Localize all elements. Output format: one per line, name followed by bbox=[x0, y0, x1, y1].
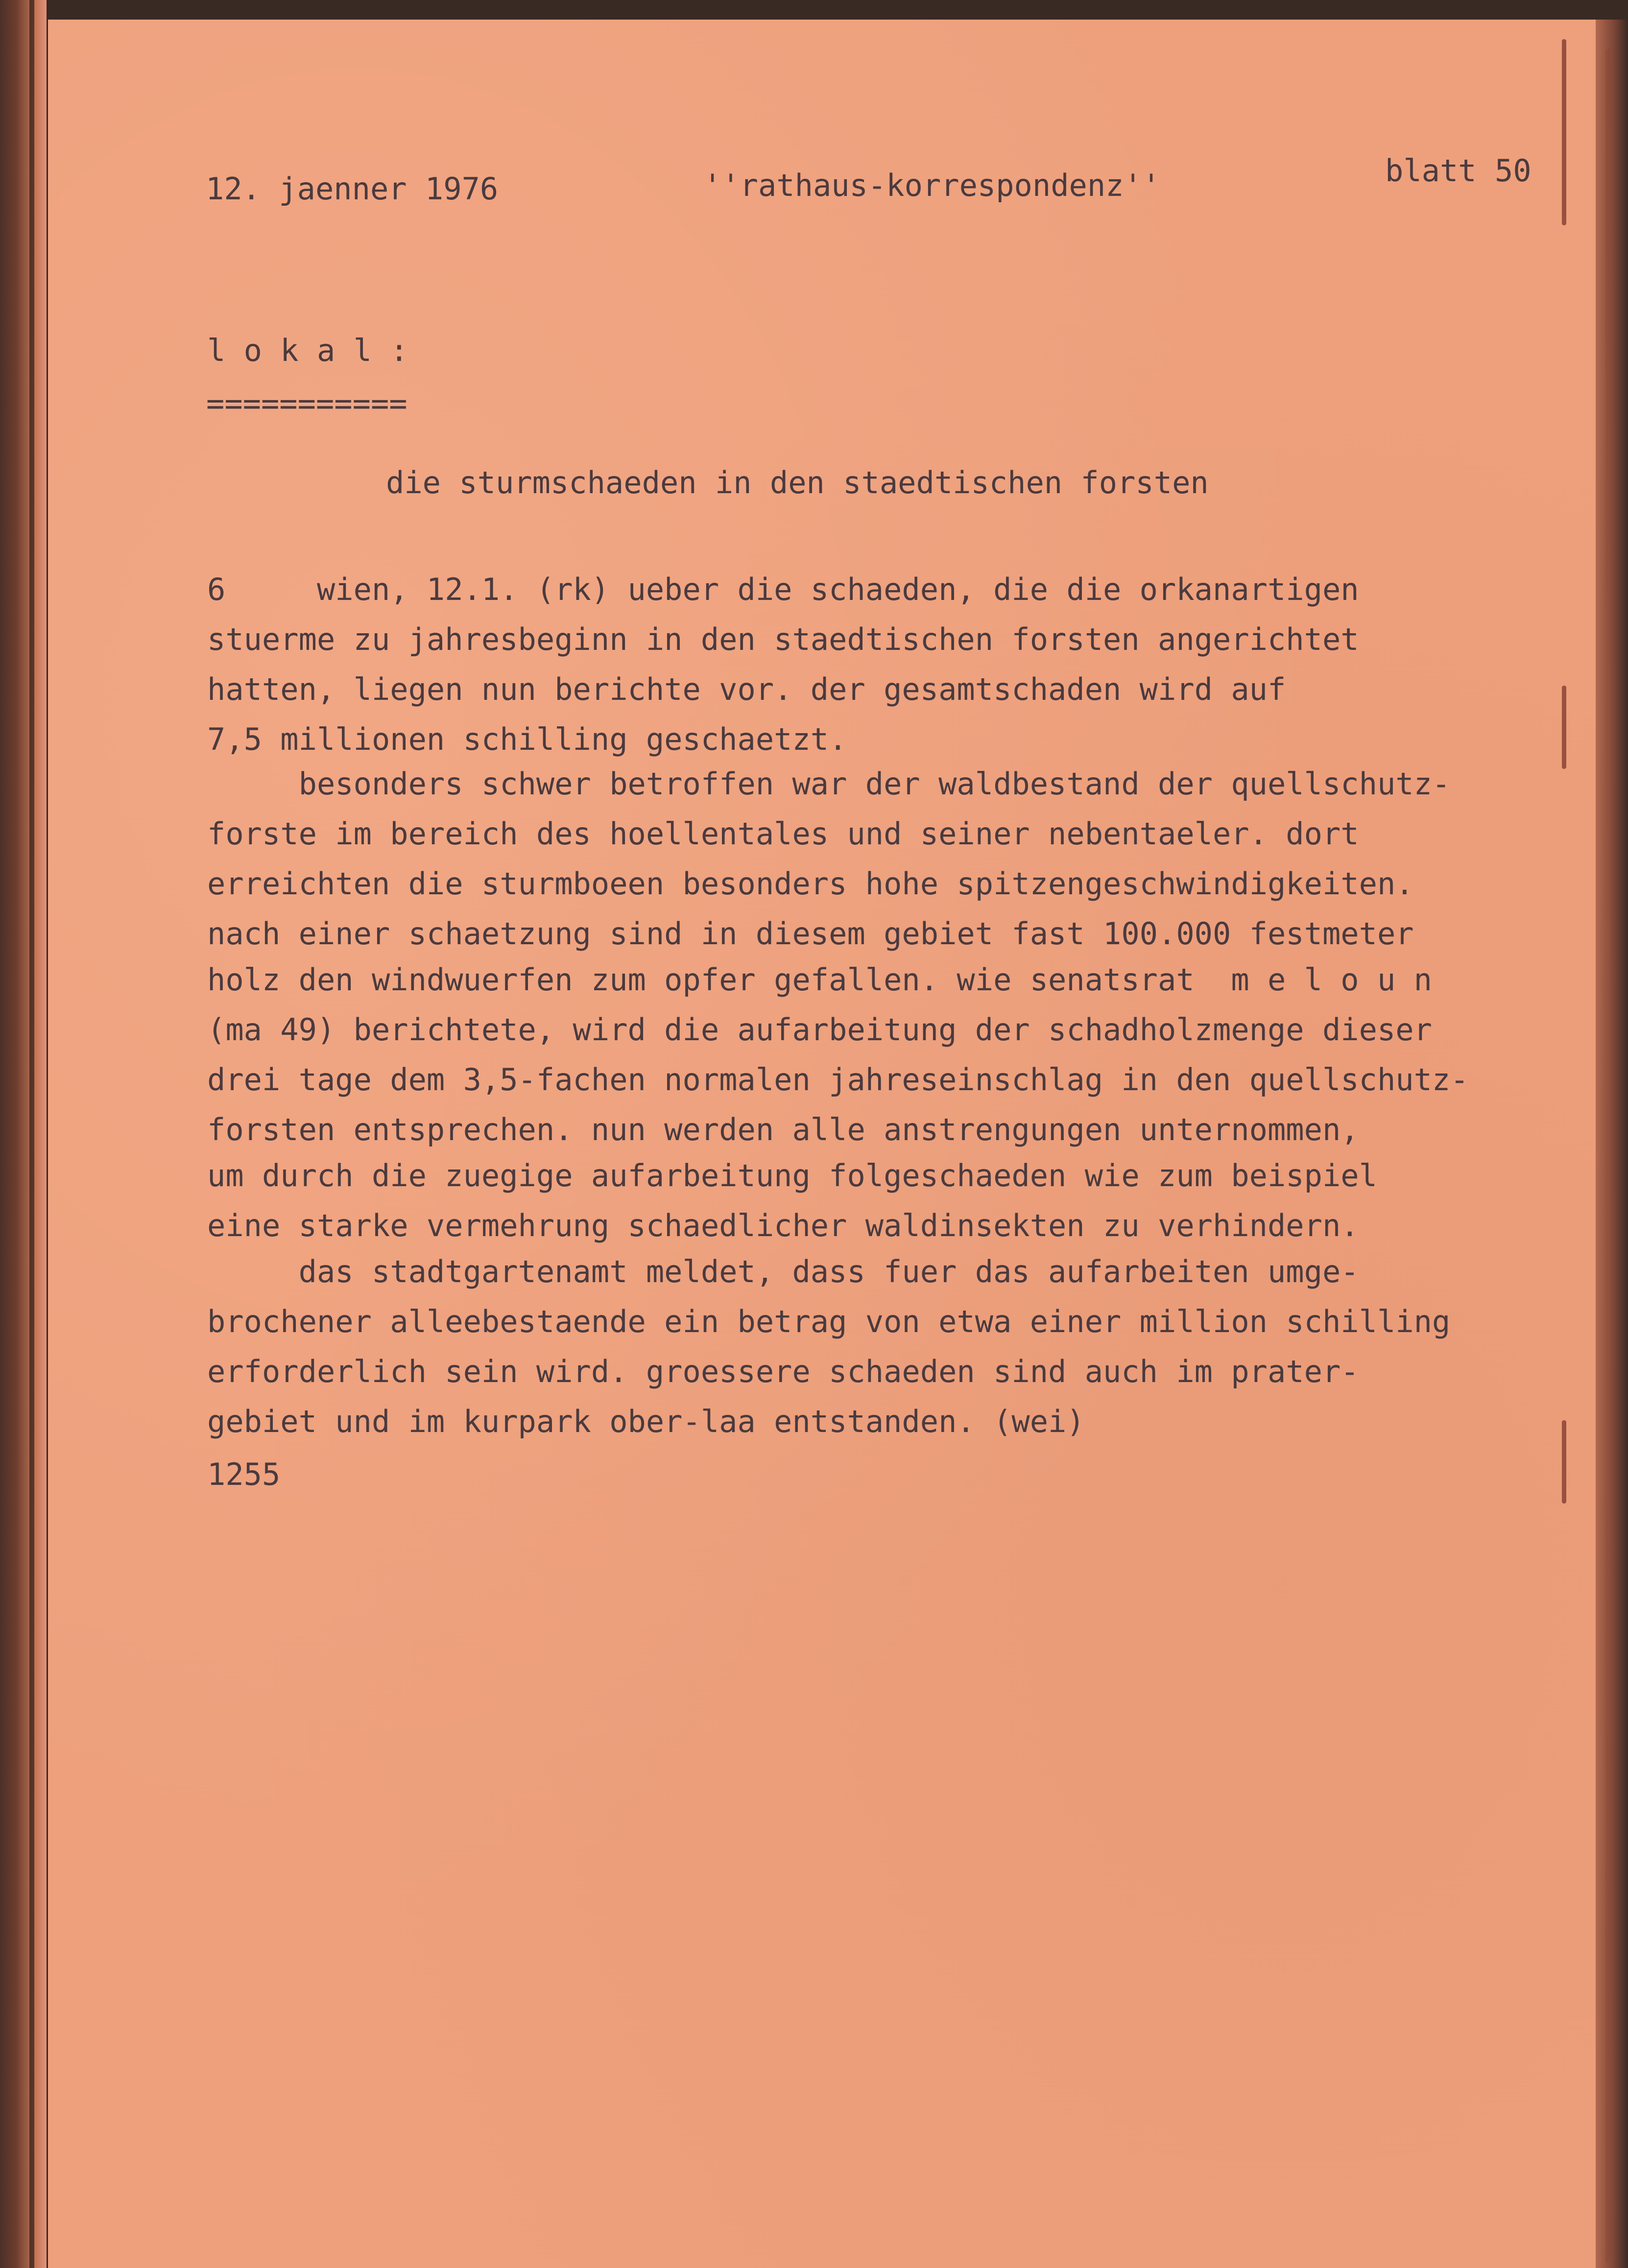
article-line: forsten entsprechen. nun werden alle anstrengungen unternommen, bbox=[207, 1112, 1359, 1147]
typewritten-page bbox=[48, 20, 1596, 2268]
article-line: 6 wien, 12.1. (rk) ueber die schaeden, die die orkanartigen bbox=[207, 572, 1359, 607]
article-line: um durch die zuegige aufarbeitung folgeschaeden wie zum beispiel bbox=[207, 1158, 1377, 1194]
article-line: brochener alleebestaende ein betrag von etwa einer million schilling bbox=[207, 1304, 1451, 1339]
edge-mark bbox=[1562, 686, 1566, 769]
article-line: besonders schwer betroffen war der waldbestand der quellschutz- bbox=[207, 766, 1451, 802]
header-publication: ''rathaus-korrespondenz'' bbox=[703, 167, 1161, 203]
page-right-edge bbox=[1605, 49, 1610, 2263]
article-line: erreichten die sturmboeen besonders hohe spitzengeschwindigkeiten. bbox=[207, 866, 1414, 902]
footer-number: 1255 bbox=[207, 1456, 281, 1492]
article-line: drei tage dem 3,5-fachen normalen jahreseinschlag in den quellschutz- bbox=[207, 1062, 1469, 1098]
article-line: gebiet und im kurpark ober-laa entstanden. (wei) bbox=[207, 1404, 1085, 1439]
binding-edge bbox=[29, 0, 34, 2268]
header-sheet-number: blatt 50 bbox=[1385, 153, 1532, 189]
article-line: stuerme zu jahresbeginn in den staedtischen forsten angerichtet bbox=[207, 621, 1359, 657]
section-label: l o k a l : bbox=[207, 333, 408, 368]
article-line: erforderlich sein wird. groessere schaeden sind auch im prater- bbox=[207, 1354, 1359, 1389]
article-line: eine starke vermehrung schaedlicher waldinsekten zu verhindern. bbox=[207, 1208, 1359, 1243]
article-line: (ma 49) berichtete, wird die aufarbeitung der schadholzmenge dieser bbox=[207, 1012, 1432, 1048]
article-line: nach einer schaetzung sind in diesem gebiet fast 100.000 festmeter bbox=[207, 916, 1414, 952]
section-underline: =========== bbox=[206, 385, 407, 421]
edge-mark bbox=[1562, 39, 1566, 225]
article-line: das stadtgartenamt meldet, dass fuer das aufarbeiten umge- bbox=[207, 1254, 1359, 1289]
article-title: die sturmschaeden in den staedtischen forsten bbox=[386, 465, 1209, 501]
edge-mark bbox=[1562, 1420, 1566, 1504]
book-binding bbox=[0, 0, 47, 2268]
article-line: hatten, liegen nun berichte vor. der gesamtschaden wird auf bbox=[207, 671, 1286, 707]
article-line: 7,5 millionen schilling geschaetzt. bbox=[207, 721, 847, 757]
article-line: forste im bereich des hoellentales und seiner nebentaeler. dort bbox=[207, 816, 1359, 852]
header-date: 12. jaenner 1976 bbox=[206, 171, 499, 207]
article-line: holz den windwuerfen zum opfer gefallen. wie senatsrat m e l o u n bbox=[207, 962, 1432, 998]
page-shadow bbox=[1594, 20, 1628, 2268]
